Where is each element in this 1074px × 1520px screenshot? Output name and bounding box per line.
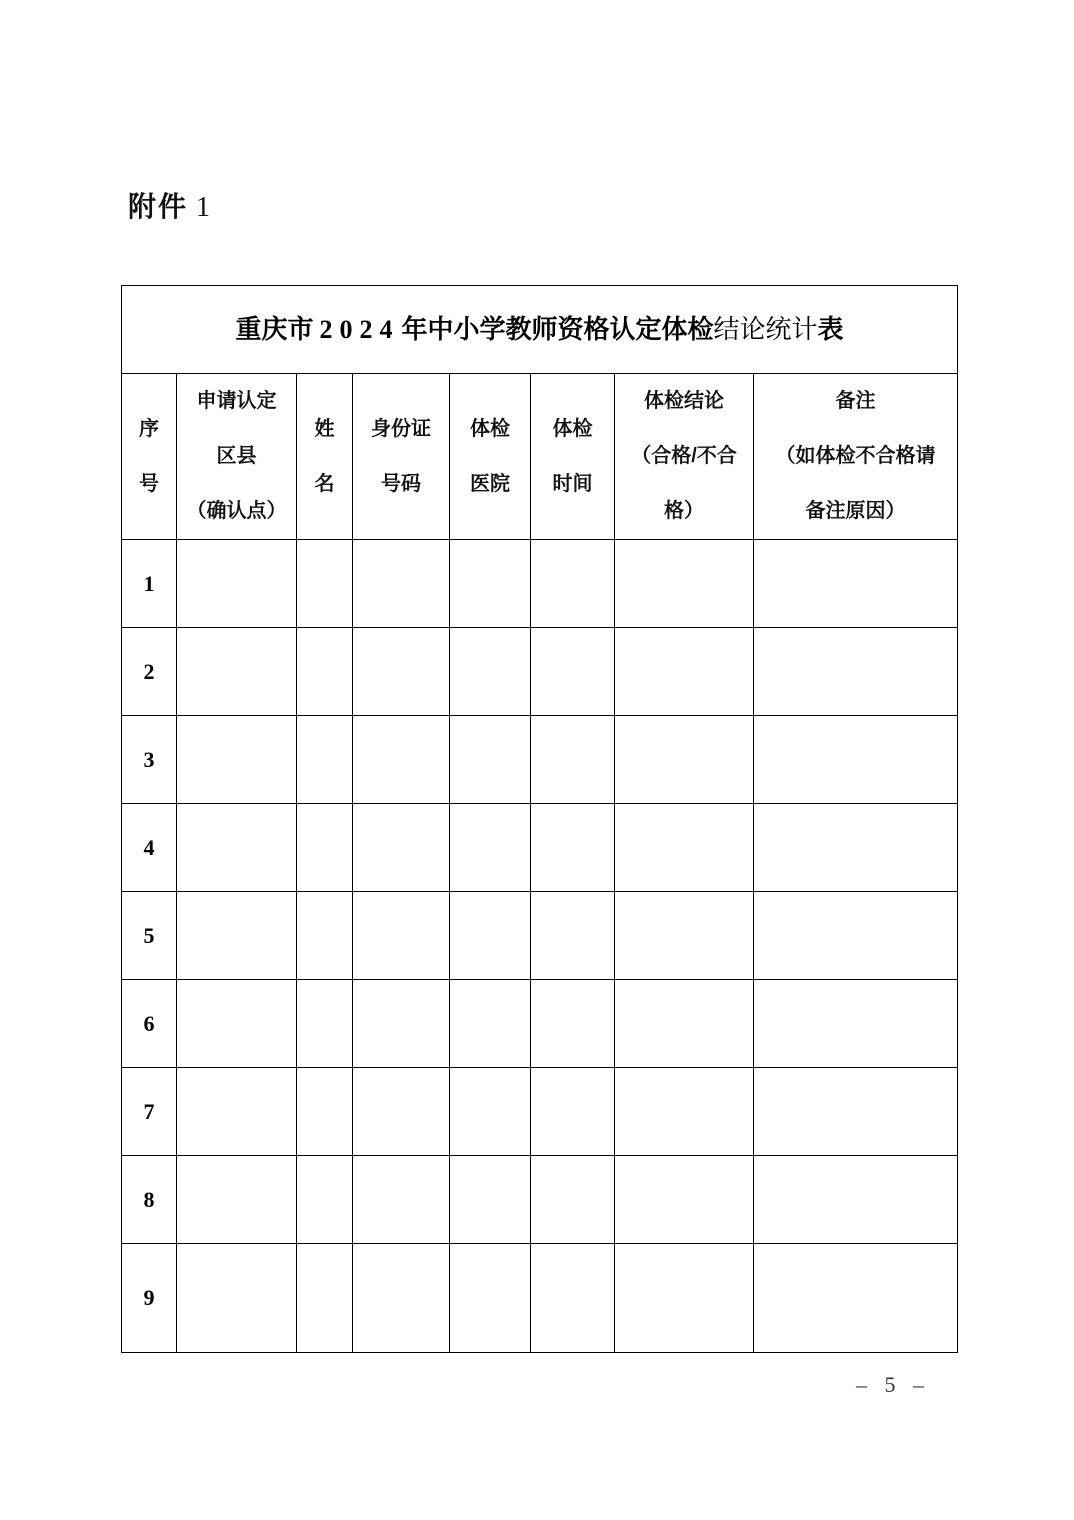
header-cell-hospital: [450, 374, 531, 540]
empty-cell: [531, 980, 615, 1068]
empty-cell: [353, 1068, 450, 1156]
empty-cell: [450, 892, 531, 980]
row-index-cell: 5: [122, 892, 177, 980]
empty-cell: [615, 628, 754, 716]
empty-cell: [531, 892, 615, 980]
statistics-table: [121, 285, 958, 1353]
table-title-row: [122, 286, 958, 374]
empty-cell: [177, 628, 297, 716]
header-cell-exam-time: [531, 374, 615, 540]
empty-cell: [754, 628, 958, 716]
empty-cell: [177, 1068, 297, 1156]
empty-cell: [450, 804, 531, 892]
empty-cell: [177, 1156, 297, 1244]
empty-cell: [297, 1068, 353, 1156]
empty-cell: [531, 804, 615, 892]
title-part-light: 结论统计: [713, 314, 818, 344]
empty-cell: [353, 716, 450, 804]
table-row: [122, 1156, 958, 1244]
empty-cell: [754, 804, 958, 892]
empty-cell: [353, 804, 450, 892]
empty-cell: [297, 980, 353, 1068]
empty-cell: [177, 980, 297, 1068]
empty-cell: [177, 716, 297, 804]
empty-cell: [615, 716, 754, 804]
empty-cell: [297, 892, 353, 980]
header-line: 号: [139, 472, 159, 495]
empty-cell: [615, 1156, 754, 1244]
header-line: 时间: [552, 472, 593, 495]
header-cell-remarks: [754, 374, 958, 540]
row-index-cell: 7: [122, 1068, 177, 1156]
empty-cell: [754, 716, 958, 804]
header-line: 身份证: [371, 417, 431, 440]
row-index-cell: 2: [122, 628, 177, 716]
empty-cell: [177, 540, 297, 628]
row-index-cell: 4: [122, 804, 177, 892]
empty-cell: [754, 980, 958, 1068]
empty-cell: [297, 628, 353, 716]
header-cell-name: [297, 374, 353, 540]
empty-cell: [450, 540, 531, 628]
empty-cell: [754, 540, 958, 628]
empty-cell: [615, 980, 754, 1068]
header-cell-index: [122, 374, 177, 540]
empty-cell: [297, 540, 353, 628]
empty-cell: [754, 1068, 958, 1156]
empty-cell: [615, 892, 754, 980]
row-index-cell: 1: [122, 540, 177, 628]
header-line: 名: [314, 472, 335, 495]
empty-cell: [177, 1244, 297, 1353]
header-line: 区县: [216, 445, 257, 467]
table-row: [122, 628, 958, 716]
header-cell-district: [177, 374, 297, 540]
attachment-number: 1: [196, 192, 211, 223]
attachment-label: 附件: [128, 191, 189, 222]
table-row: [122, 980, 958, 1068]
attachment-heading: [128, 190, 210, 225]
empty-cell: [450, 1156, 531, 1244]
empty-cell: [615, 1244, 754, 1353]
table-title: [122, 286, 958, 374]
row-index-cell: 3: [122, 716, 177, 804]
header-cell-conclusion: [615, 374, 754, 540]
header-line: 格）: [664, 500, 704, 522]
table-row: [122, 1244, 958, 1353]
empty-cell: [450, 628, 531, 716]
empty-cell: [353, 892, 450, 980]
empty-cell: [450, 1068, 531, 1156]
empty-cell: [353, 1156, 450, 1244]
empty-cell: [177, 804, 297, 892]
empty-cell: [754, 1244, 958, 1353]
empty-cell: [615, 804, 754, 892]
header-line: 备注原因）: [805, 500, 906, 522]
title-part-year: 2024: [319, 314, 400, 344]
empty-cell: [177, 892, 297, 980]
header-line: （如体检不合格请: [775, 445, 936, 467]
title-part-city: 重庆市: [235, 314, 314, 344]
header-line: 序: [139, 417, 159, 440]
empty-cell: [754, 1156, 958, 1244]
row-index-cell: 6: [122, 980, 177, 1068]
empty-cell: [353, 540, 450, 628]
empty-cell: [615, 540, 754, 628]
page-number: – 5 –: [856, 1372, 930, 1397]
empty-cell: [531, 1244, 615, 1353]
empty-cell: [450, 1244, 531, 1353]
table-row: [122, 804, 958, 892]
empty-cell: [615, 1068, 754, 1156]
header-line: （合格/不合: [631, 445, 737, 467]
table-row: [122, 892, 958, 980]
empty-cell: [531, 1156, 615, 1244]
header-cell-id-number: [353, 374, 450, 540]
row-index-cell: 9: [122, 1244, 177, 1353]
empty-cell: [450, 716, 531, 804]
header-line: 申请认定: [196, 390, 277, 412]
empty-cell: [531, 628, 615, 716]
header-line: 医院: [470, 472, 510, 495]
empty-cell: [450, 980, 531, 1068]
empty-cell: [297, 716, 353, 804]
header-line: 姓: [314, 417, 335, 440]
header-line: 体检: [470, 417, 510, 440]
table-row: [122, 540, 958, 628]
empty-cell: [353, 980, 450, 1068]
table-row: [122, 1068, 958, 1156]
empty-cell: [754, 892, 958, 980]
empty-cell: [353, 1244, 450, 1353]
empty-cell: [297, 804, 353, 892]
table-row: [122, 716, 958, 804]
title-part-mid: 年中小学教师资格认定体检: [401, 314, 714, 344]
empty-cell: [297, 1244, 353, 1353]
empty-cell: [531, 716, 615, 804]
empty-cell: [297, 1156, 353, 1244]
table-header-row: [122, 374, 958, 540]
empty-cell: [531, 1068, 615, 1156]
empty-cell: [353, 628, 450, 716]
header-line: 备注: [835, 390, 876, 412]
header-line: 体检: [552, 417, 593, 440]
empty-cell: [531, 540, 615, 628]
header-line: 号码: [381, 472, 421, 495]
title-part-tail: 表: [817, 314, 844, 344]
header-line: 体检结论: [644, 390, 724, 412]
header-line: （确认点）: [186, 500, 287, 522]
row-index-cell: 8: [122, 1156, 177, 1244]
